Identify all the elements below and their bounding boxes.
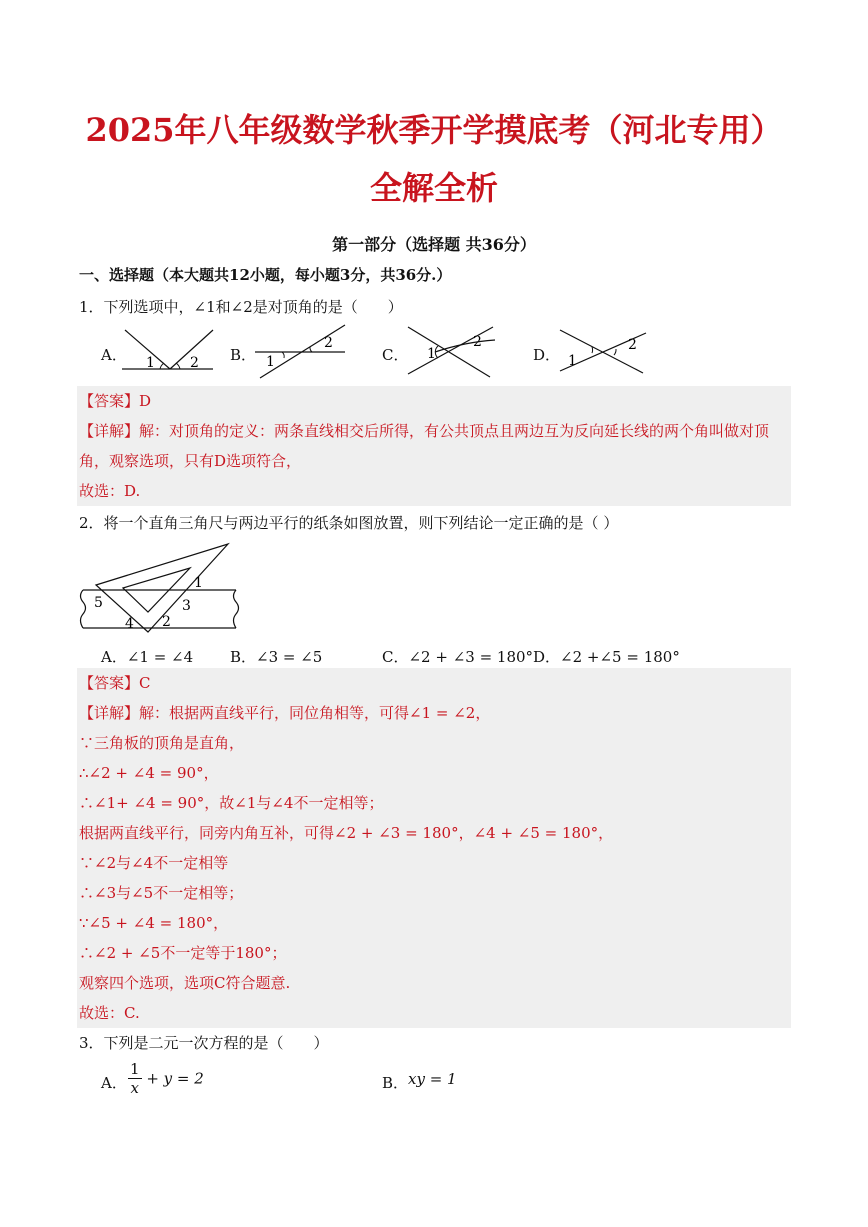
document-subtitle: 全解全析 [369,169,498,207]
q2-answer-line: ∴∠2 + ∠4 = 90°， [79,764,219,782]
q2-option-d: D．∠2 +∠5 = 180° [533,648,680,666]
q1-d-angle-1: 1 [568,353,577,369]
q2-answer-line: ∵∠5 + ∠4 = 180°， [79,914,229,932]
q3-option-a-label: A． [101,1074,127,1092]
q2-answer-block [77,668,791,1028]
q2-option-c: C．∠2 + ∠3 = 180° [382,648,534,666]
q1-answer-line: 角，观察选项，只有D选项符合， [79,452,302,470]
q2-answer-line: 观察四个选项，选项C符合题意. [79,974,291,992]
q1-option-a-figure [120,325,215,375]
q2-answer-line: 根据两直线平行，同旁内角互补，可得∠2 + ∠3 = 180°，∠4 + ∠5 = 180°， [79,824,614,842]
q1-option-c-label: C． [382,346,409,364]
q2-answer-line: 故选：C. [79,1004,140,1022]
section-heading: 一、选择题（本大题共12小题，每小题3分，共36分.） [79,266,452,284]
q2-answer-line: ∵∠2与∠4不一定相等 [79,854,229,872]
q2-answer-line: ∴∠2 + ∠5不一定等于180°； [79,944,287,962]
q1-option-c-figure [405,322,500,380]
q1-answer-line: 【详解】解：对顶角的定义：两条直线相交后所得，有公共顶点且两边互为反向延长线的两个角叫做对顶 [79,422,770,440]
q2-angle-2: 2 [162,614,171,630]
part-heading: 第一部分（选择题 共36分） [332,235,536,254]
q2-figure [78,540,243,635]
q1-answer-line: 故选：D. [79,482,141,500]
q1-a-angle-1: 1 [146,355,155,371]
q1-option-a-label: A． [101,346,127,364]
fraction-numerator: 1 [130,1060,140,1078]
q1-c-angle-2: 2 [473,334,482,350]
q1-d-angle-2: 2 [628,337,637,353]
q2-angle-5: 5 [94,595,103,611]
q2-option-a: A．∠1 = ∠4 [101,648,194,666]
question-3-stem: 3．下列是二元一次方程的是（ ） [79,1034,329,1052]
q1-answer-block [77,386,791,506]
q1-a-angle-2: 2 [190,355,199,371]
q1-option-b-label: B． [230,346,257,364]
q3-option-a-expression [128,1060,204,1097]
q1-c-angle-1: 1 [427,346,436,362]
q2-angle-4: 4 [125,616,134,632]
fraction-denominator: x [130,1079,139,1097]
q2-angle-1: 1 [194,575,203,591]
q1-option-d-figure [558,325,648,377]
q3-option-b-label: B． [382,1074,409,1092]
question-1-stem: 1．下列选项中，∠1和∠2是对顶角的是（ ） [79,298,403,316]
q1-answer-line: 【答案】D [79,392,152,410]
q2-option-b: B．∠3 = ∠5 [230,648,323,666]
question-2-stem: 2．将一个直角三角尺与两边平行的纸条如图放置，则下列结论一定正确的是（ ） [79,514,619,532]
q1-b-angle-1: 1 [266,354,275,370]
q3-option-b-expression: xy = 1 [408,1070,457,1088]
q2-answer-line: 【详解】解：根据两直线平行，同位角相等，可得∠1 = ∠2， [79,704,491,722]
q1-option-d-label: D． [533,346,561,364]
document-title: 2025年八年级数学秋季开学摸底考（河北专用） [85,111,783,149]
fraction-rest: + y = 2 [146,1069,204,1088]
q2-answer-line: ∴∠1+ ∠4 = 90°，故∠1与∠4不一定相等； [79,794,384,812]
q1-b-angle-2: 2 [324,335,333,351]
q1-option-b-figure [250,322,350,382]
q2-angle-3: 3 [182,598,191,614]
q2-answer-line: ∴∠3与∠5不一定相等； [79,884,244,902]
q2-answer-line: ∵三角板的顶角是直角， [79,734,245,752]
q2-answer-line: 【答案】C [79,674,151,692]
